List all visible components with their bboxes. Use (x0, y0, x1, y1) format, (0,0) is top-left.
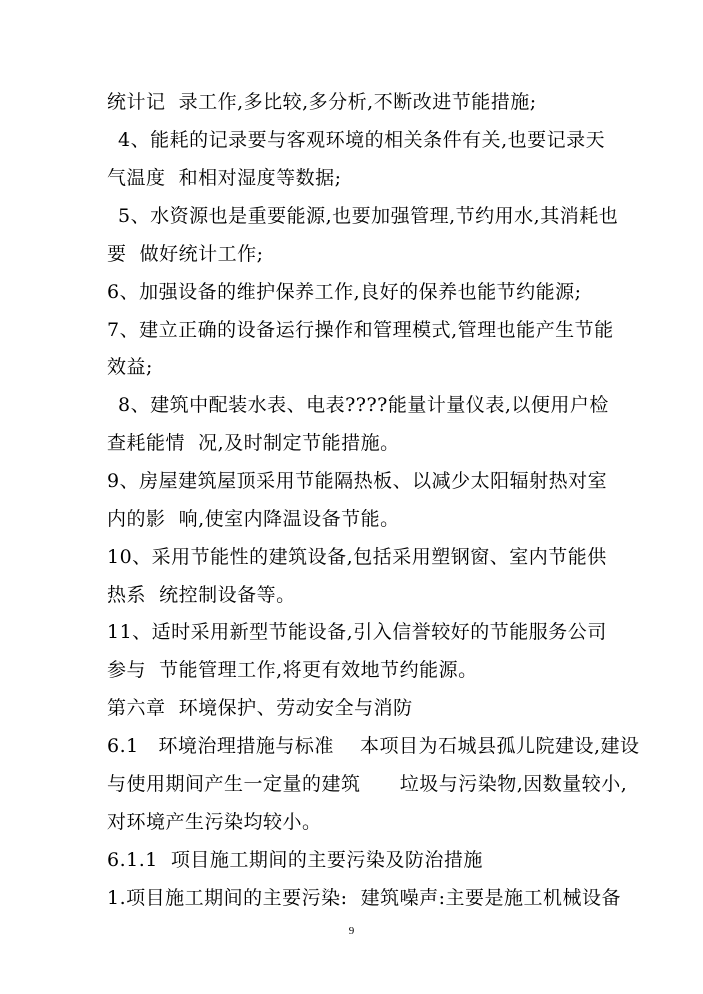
list-item-9: 9、房屋建筑屋顶采用节能隔热板、以减少太阳辐射热对室 (107, 470, 608, 492)
section-6-1-heading: 6.1 环境治理措施与标准 本项目为石城县孤儿院建设,建设 (107, 735, 640, 757)
list-item-5-continued: 要 做好统计工作; (107, 243, 264, 265)
list-item-7-continued: 效益; (107, 356, 153, 378)
list-item-10: 10、采用节能性的建筑设备,包括采用塑钢窗、室内节能供 (107, 546, 607, 568)
list-item-10-continued: 热系 统控制设备等。 (107, 584, 296, 606)
pollution-item-1: 1.项目施工期间的主要污染: 建筑噪声:主要是施工机械设备 (107, 887, 622, 909)
list-item-11-continued: 参与 节能管理工作,将更有效地节约能源。 (107, 659, 478, 681)
list-item-4-continued: 气温度 和相对湿度等数据; (107, 167, 342, 189)
section-6-1-text-end: 对环境产生污染均较小。 (107, 811, 322, 833)
chapter-heading: 第六章 环境保护、劳动安全与消防 (107, 697, 413, 719)
section-6-1-1-heading: 6.1.1 项目施工期间的主要污染及防治措施 (107, 849, 483, 871)
list-item-7: 7、建立正确的设备运行操作和管理模式,管理也能产生节能 (107, 319, 614, 341)
list-item-8-continued: 查耗能情 况,及时制定节能措施。 (107, 432, 400, 454)
list-item-6: 6、加强设备的维护保养工作,良好的保养也能节约能源; (107, 281, 582, 303)
list-item-8: 8、建筑中配装水表、电表????能量计量仪表,以便用户检 (118, 394, 609, 416)
list-item-5: 5、水资源也是重要能源,也要加强管理,节约用水,其消耗也 (118, 205, 619, 227)
list-item-11: 11、适时采用新型节能设备,引入信誉较好的节能服务公司 (107, 621, 607, 643)
list-item-4: 4、能耗的记录要与客观环境的相关条件有关,也要记录天 (118, 129, 606, 151)
section-6-1-text: 与使用期间产生一定量的建筑 垃圾与污染物,因数量较小, (107, 773, 628, 795)
page-number: 9 (348, 925, 355, 937)
list-item-9-continued: 内的影 响,使室内降温设备节能。 (107, 508, 400, 530)
body-text-line-1: 统计记 录工作,多比较,多分析,不断改进节能措施; (107, 91, 537, 113)
